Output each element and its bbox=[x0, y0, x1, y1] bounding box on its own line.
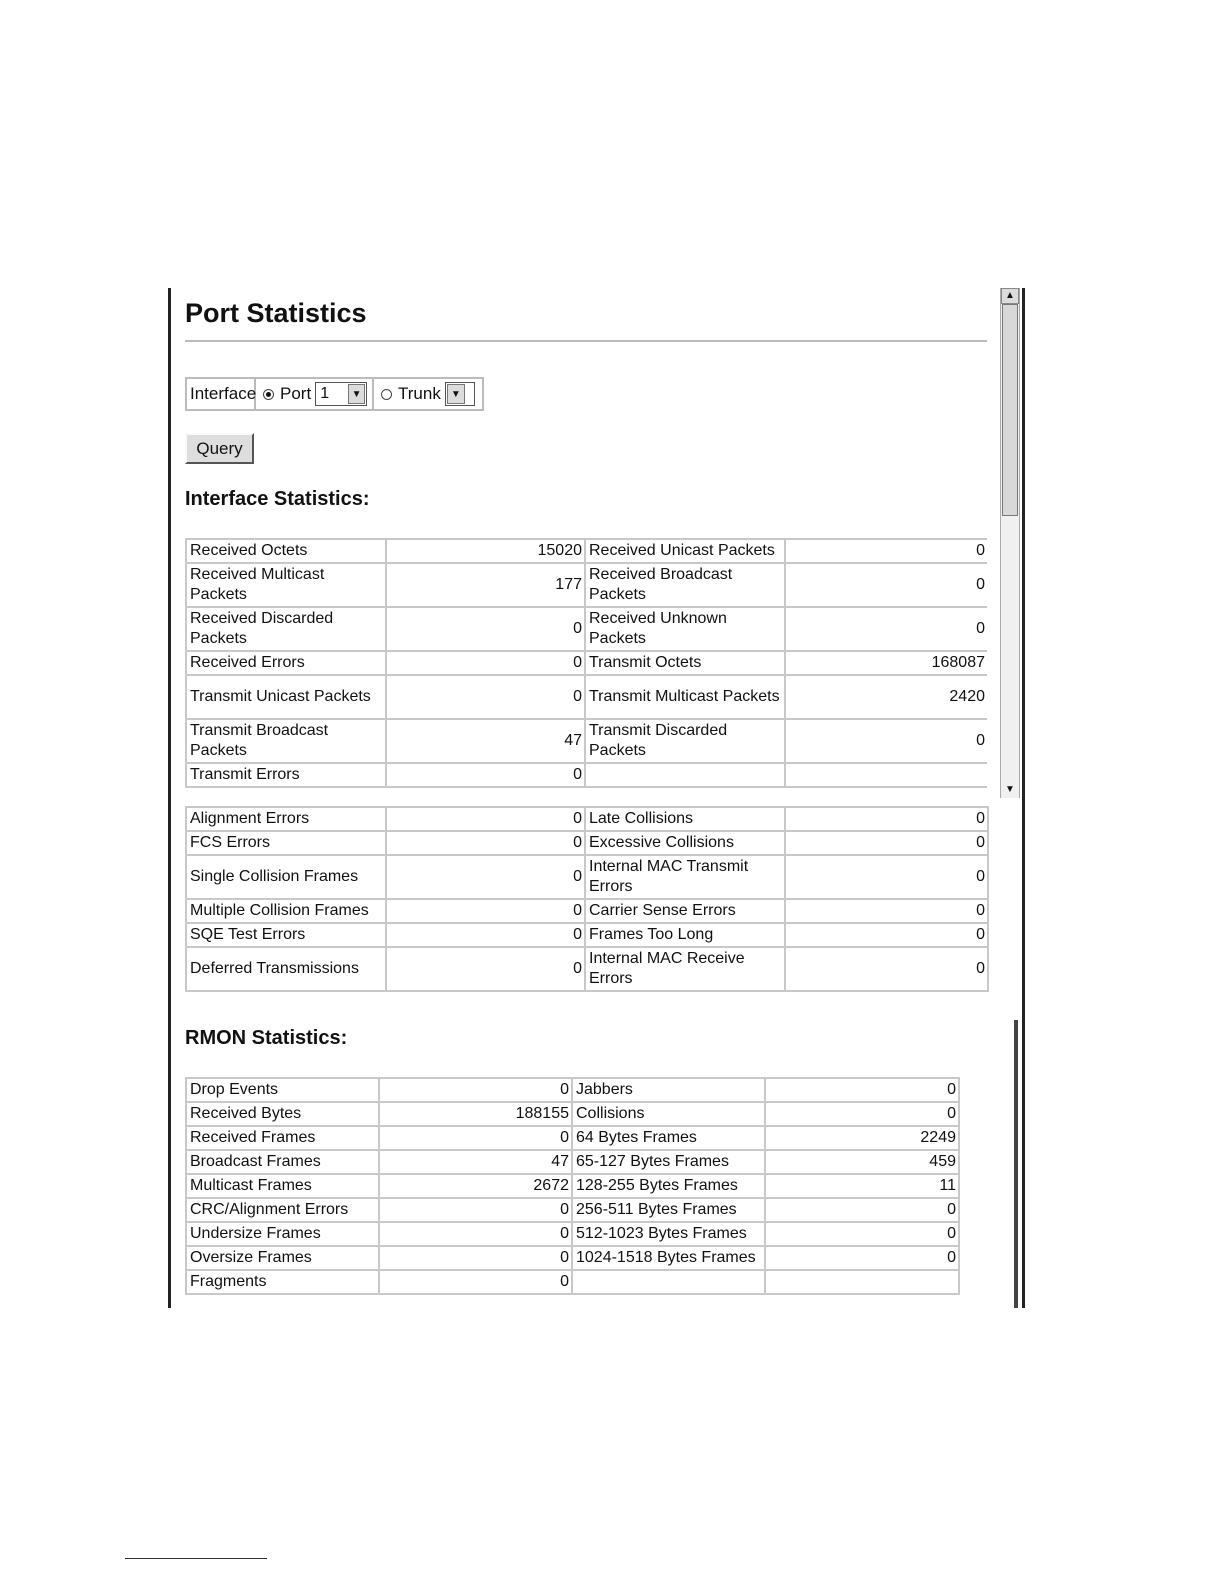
table-row bbox=[186, 719, 987, 763]
table-row bbox=[186, 1246, 959, 1270]
table-row bbox=[186, 1270, 959, 1294]
scroll-down-arrow-icon[interactable]: ▼ bbox=[1005, 784, 1015, 795]
stat-label: 65-127 Bytes Frames bbox=[572, 1150, 765, 1174]
stat-value: 188155 bbox=[379, 1102, 572, 1126]
stat-label: Received Unknown Packets bbox=[585, 607, 785, 651]
table-row bbox=[186, 651, 987, 675]
table-row bbox=[186, 899, 988, 923]
stat-value bbox=[765, 1270, 959, 1294]
rmon-statistics-table bbox=[185, 1077, 960, 1295]
stat-value: 0 bbox=[386, 675, 585, 719]
table-row bbox=[186, 1174, 959, 1198]
stat-label: Undersize Frames bbox=[186, 1222, 379, 1246]
stat-value: 2672 bbox=[379, 1174, 572, 1198]
stat-value: 0 bbox=[386, 763, 585, 787]
stat-value: 11 bbox=[765, 1174, 959, 1198]
stat-label: Multicast Frames bbox=[186, 1174, 379, 1198]
window-frame-left bbox=[168, 288, 171, 1308]
scroll-thumb[interactable] bbox=[1002, 304, 1018, 516]
stat-value: 0 bbox=[386, 651, 585, 675]
table-row bbox=[186, 675, 987, 719]
stat-value bbox=[785, 763, 987, 787]
table-row bbox=[186, 807, 988, 831]
stat-value: 0 bbox=[785, 831, 988, 855]
table-row bbox=[186, 831, 988, 855]
stat-label: FCS Errors bbox=[186, 831, 386, 855]
trunk-option-cell bbox=[374, 379, 482, 409]
stat-label: Transmit Discarded Packets bbox=[585, 719, 785, 763]
stat-label: CRC/Alignment Errors bbox=[186, 1198, 379, 1222]
stat-label bbox=[585, 763, 785, 787]
stat-value: 0 bbox=[386, 831, 585, 855]
stat-value: 0 bbox=[379, 1198, 572, 1222]
stat-value: 0 bbox=[379, 1222, 572, 1246]
interface-statistics-heading: Interface Statistics: bbox=[185, 488, 370, 510]
stat-value: 0 bbox=[386, 923, 585, 947]
stat-value: 47 bbox=[379, 1150, 572, 1174]
stat-value: 0 bbox=[785, 539, 987, 563]
interface-label-cell bbox=[187, 379, 256, 409]
stat-value: 15020 bbox=[386, 539, 585, 563]
stat-value: 0 bbox=[386, 947, 585, 991]
stat-value: 0 bbox=[785, 855, 988, 899]
stat-value: 0 bbox=[785, 923, 988, 947]
stat-label: Late Collisions bbox=[585, 807, 785, 831]
stat-label: Received Bytes bbox=[186, 1102, 379, 1126]
stat-label: Broadcast Frames bbox=[186, 1150, 379, 1174]
table-row bbox=[186, 607, 987, 651]
port-select-value: 1 bbox=[320, 385, 330, 402]
stat-label: 512-1023 Bytes Frames bbox=[572, 1222, 765, 1246]
port-option-cell bbox=[256, 379, 374, 409]
stat-value: 0 bbox=[379, 1270, 572, 1294]
stat-label: Fragments bbox=[186, 1270, 379, 1294]
stat-value: 459 bbox=[765, 1150, 959, 1174]
scroll-up-arrow-icon[interactable]: ▲ bbox=[1001, 288, 1019, 304]
stat-label: Received Errors bbox=[186, 651, 386, 675]
stat-value: 0 bbox=[379, 1078, 572, 1102]
port-radio-label: Port bbox=[280, 384, 312, 403]
stat-label: Transmit Multicast Packets bbox=[585, 675, 785, 719]
stat-label: Drop Events bbox=[186, 1078, 379, 1102]
chevron-down-icon[interactable]: ▼ bbox=[447, 384, 465, 404]
stat-value: 0 bbox=[785, 563, 987, 607]
stat-label: Multiple Collision Frames bbox=[186, 899, 386, 923]
table-row bbox=[186, 763, 987, 787]
interface-statistics-viewport bbox=[185, 538, 987, 797]
stat-label: Received Multicast Packets bbox=[186, 563, 386, 607]
stat-value: 0 bbox=[785, 719, 987, 763]
trunk-select[interactable] bbox=[445, 382, 475, 406]
stat-label: 128-255 Bytes Frames bbox=[572, 1174, 765, 1198]
scrollbar-track-lower bbox=[1014, 1020, 1018, 1308]
window-frame-right bbox=[1022, 288, 1025, 1308]
table-row bbox=[186, 563, 987, 607]
stat-value: 47 bbox=[386, 719, 585, 763]
stat-value: 0 bbox=[386, 855, 585, 899]
table-row bbox=[186, 1150, 959, 1174]
stat-label: Carrier Sense Errors bbox=[585, 899, 785, 923]
trunk-radio[interactable] bbox=[381, 389, 392, 400]
stat-value: 0 bbox=[785, 807, 988, 831]
stat-value: 0 bbox=[785, 899, 988, 923]
rmon-statistics-heading: RMON Statistics: bbox=[185, 1027, 348, 1049]
chevron-down-icon[interactable]: ▼ bbox=[348, 384, 365, 404]
stat-label: Received Broadcast Packets bbox=[585, 563, 785, 607]
table-row bbox=[186, 1222, 959, 1246]
query-button[interactable]: Query bbox=[185, 433, 254, 464]
table-row bbox=[186, 947, 988, 991]
stat-value: 0 bbox=[785, 947, 988, 991]
stat-value: 0 bbox=[765, 1222, 959, 1246]
stat-value: 0 bbox=[386, 899, 585, 923]
stat-label: Received Unicast Packets bbox=[585, 539, 785, 563]
stat-label: Oversize Frames bbox=[186, 1246, 379, 1270]
stat-label: 1024-1518 Bytes Frames bbox=[572, 1246, 765, 1270]
table-row bbox=[186, 855, 988, 899]
stat-label: Transmit Unicast Packets bbox=[186, 675, 386, 719]
table-row bbox=[186, 1198, 959, 1222]
stat-label: Transmit Errors bbox=[186, 763, 386, 787]
stat-value: 0 bbox=[379, 1246, 572, 1270]
page-title: Port Statistics bbox=[185, 298, 367, 328]
stat-value: 0 bbox=[379, 1126, 572, 1150]
stat-value: 177 bbox=[386, 563, 585, 607]
stat-value: 2249 bbox=[765, 1126, 959, 1150]
stat-value: 0 bbox=[386, 807, 585, 831]
stat-value: 0 bbox=[765, 1078, 959, 1102]
stat-label: Deferred Transmissions bbox=[186, 947, 386, 991]
etherlike-statistics-table bbox=[185, 806, 989, 992]
trunk-radio-label: Trunk bbox=[398, 384, 441, 403]
stat-label: 64 Bytes Frames bbox=[572, 1126, 765, 1150]
stat-value: 0 bbox=[765, 1102, 959, 1126]
stat-value: 0 bbox=[765, 1198, 959, 1222]
stat-label bbox=[572, 1270, 765, 1294]
stat-value: 0 bbox=[785, 607, 987, 651]
stat-value: 0 bbox=[765, 1246, 959, 1270]
stat-label: Collisions bbox=[572, 1102, 765, 1126]
stat-label: Excessive Collisions bbox=[585, 831, 785, 855]
interface-label: Interface bbox=[190, 384, 257, 403]
stat-label: Received Frames bbox=[186, 1126, 379, 1150]
interface-selector bbox=[185, 377, 484, 411]
table-row bbox=[186, 539, 987, 563]
stat-label: Jabbers bbox=[572, 1078, 765, 1102]
vertical-scrollbar[interactable] bbox=[1000, 288, 1020, 798]
stat-label: Received Discarded Packets bbox=[186, 607, 386, 651]
stat-label: 256-511 Bytes Frames bbox=[572, 1198, 765, 1222]
port-radio[interactable] bbox=[263, 389, 274, 400]
table-row bbox=[186, 923, 988, 947]
stat-label: Transmit Broadcast Packets bbox=[186, 719, 386, 763]
stat-value: 2420 bbox=[785, 675, 987, 719]
stat-label: Frames Too Long bbox=[585, 923, 785, 947]
stat-label: Transmit Octets bbox=[585, 651, 785, 675]
stat-label: Internal MAC Transmit Errors bbox=[585, 855, 785, 899]
table-row bbox=[186, 1126, 959, 1150]
stat-label: Received Octets bbox=[186, 539, 386, 563]
stat-label: SQE Test Errors bbox=[186, 923, 386, 947]
stat-value: 0 bbox=[386, 607, 585, 651]
title-divider bbox=[185, 340, 987, 342]
table-row bbox=[186, 1078, 959, 1102]
port-select[interactable] bbox=[315, 382, 367, 406]
table-row bbox=[186, 1102, 959, 1126]
stat-label: Internal MAC Receive Errors bbox=[585, 947, 785, 991]
stat-value: 168087 bbox=[785, 651, 987, 675]
interface-statistics-table bbox=[185, 538, 987, 788]
stat-label: Alignment Errors bbox=[186, 807, 386, 831]
stat-label: Single Collision Frames bbox=[186, 855, 386, 899]
footnote-rule bbox=[125, 1558, 267, 1559]
